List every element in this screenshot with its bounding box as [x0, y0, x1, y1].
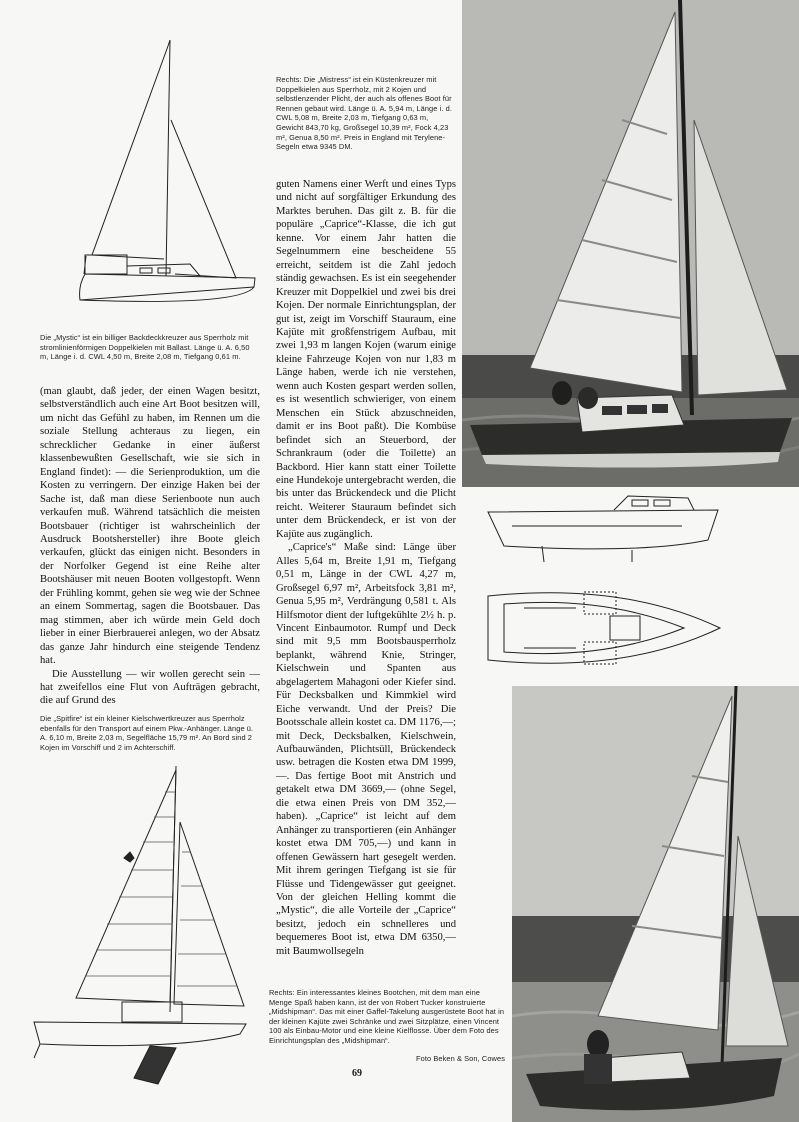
- caprice-profile-drawing: [482, 490, 722, 570]
- paragraph: guten Namens einer Werft und eines Typs und nicht auf sorgfältiger Erkundung des Marktes beruhen. Das gilt z. B. für die populäre „Caprice“-Klasse, die ich gut kenne. Vor einem Jahr hatten die Segelnummern eine bescheidene 55 erreicht, seitdem ist die Zahl jedoch ständig gewachsen. Es ist ein seegehender Kreuzer mit Doppelkiel und zwei bis drei Kojen. Der normale Einrichtungsplan, der gut ist, zeigt im Vorschiff Stauraum, eine Kajüte mit großfenstrigem Aufbau, mit zwei 1,93 m langen Kojen (warum einige kleine Fahrzeuge Kojen von nur 1,83 m Länge haben, werde ich nie verstehen, wenn auch Kosten gespart werden sollen, es ist wesentlich schwieriger, von einem Menschen ein Stück abzuschneiden, damit er ins Boot paßt). Die Kombüse befindet sich an Steuerbord, der Schrankraum (oder die Toilette) an Backbord. Hier kann statt einer Toilette eine Hundekoje untergebracht werden, die bis unter das Brückendeck und die Plicht reicht. Weiterer Stauraum befindet sich unter dem Brückendeck, er ist von der Kajüte aus zugänglich.: [276, 179, 456, 540]
- photo-credit: Foto Beken & Son, Cowes: [416, 1054, 505, 1063]
- caprice-deck-plan-drawing: [484, 578, 724, 678]
- mistress-caption: Rechts: Die „Mistress“ ist ein Küstenkreuzer mit Doppelkielen aus Sperrholz, mit 2 Kojen und selbstlenzender Plicht, der auch als offenes Boot für Rennen gebaut wird. Länge ü. A. 5,94 m, Länge i. d. CWL 5,08 m, Breite 2,03 m, Tiefgang 0,63 m, Gewicht 843,70 kg, Großsegel 10,39 m², Fock 4,23 m², Genua 8,50 m². Preis in England mit Terylene-Segeln etwa 9345 DM.: [276, 75, 453, 152]
- paragraph: Die Ausstellung — wir wollen gerecht sein — hat zweifellos eine Flut von Aufträgen gebracht, die auf Grund des: [40, 668, 260, 707]
- spitfire-drawing: [30, 762, 255, 1092]
- paragraph: „Caprice's“ Maße sind: Länge über Alles 5,64 m, Breite 1,91 m, Tiefgang 0,51 m, Länge in der CWL 4,27 m, Großsegel 6,97 m², Arbeitsfock 3,81 m², Genua 5,95 m², Verdrängung 0,581 t. Als Hilfsmotor dient der luftgekühlte 2½ h. p. Vincent Einbaumotor. Rumpf und Deck sind mit 9,5 mm Bootsbausperrholz beplankt, während Knie, Stringer, Kielschwein und Spanten aus abgelagertem Mahagoni oder Kiefer sind. Für Decksbalken und Kimmkiel wird Eiche verwandt. Und der Preis? Die Bootsschale allein kostet ca. DM 1176,—; mit Deck, Decksbalken, Kielschwein, Aufbauwänden, Plichtsüll, Brückendeck usw. betragen die Kosten etwa DM 1999,—. Das fertige Boot mit Anstrich und getakelt etwa DM 3669,— (ohne Segel, die etwa einen Preis von DM 352,— haben). „Caprice“ ist leicht auf dem Anhänger zu transportieren (ein Anhänger kostet etwa DM 705,—) und kann in offenen Gewässern hart gesegelt werden. Mit ihrem geringen Tiefgang ist sie für Flüsse und Tidengewässer gut geeignet. Von der gleichen Helling kommt die „Mystic“, die alle Vorteile der „Caprice“ besitzt, jedoch ein schnelleres und bequemeres Boot ist, etwa DM 6350,— mit Baumwollsegeln: [276, 542, 456, 957]
- mystic-drawing: [40, 38, 265, 318]
- page-number: 69: [352, 1068, 362, 1079]
- mistress-photo: [462, 0, 799, 487]
- column-left: [40, 385, 260, 708]
- midshipman-photo: [512, 686, 799, 1122]
- midshipman-caption: Rechts: Ein interessantes kleines Bootchen, mit dem man eine Menge Spaß haben kann, ist der von Robert Tucker konstruierte „Midshipman“. Das mit einer Gaffel-Takelung ausgerüstete Boot hat in der kleinen Kajüte zwei Schränke und zwei Sitzplätze, einen Vincent 100 als Einbau-Motor und eine kleine Kielflosse. Über dem Foto des Einrichtungsplan des „Midshipman“.: [269, 988, 505, 1045]
- column-middle: [276, 178, 456, 958]
- spitfire-caption: Die „Spitfire“ ist ein kleiner Kielschwertkreuzer aus Sperrholz ebenfalls für den Transport auf einem Pkw.-Anhänger. Länge ü. A. 6,10 m, Breite 2,03 m, Segelfläche 15,79 m². An Bord sind 2 Kojen im Vorschiff und 2 im Achterschiff.: [40, 714, 254, 752]
- mystic-caption: Die „Mystic“ ist ein billiger Backdeckkreuzer aus Sperrholz mit stromlinienförmigen Doppelkielen mit Ballast. Länge ü. A. 6,50 m, Länge i. d. CWL 4,50 m, Breite 2,08 m, Tiefgang 0,61 m.: [40, 333, 250, 362]
- paragraph: (man glaubt, daß jeder, der einen Wagen besitzt, selbstverständlich auch eine Art Boot besitzen will, um nicht das Gefühl zu haben, im Rennen um die soziale Stellung achteraus zu liegen, ein schrecklicher Gedanke in einer äußerst klassenbewußten Gesellschaft, wie sie sich in England findet): — die Serienproduktion, um die Kosten zu verringern. Der einzige Haken bei der Sache ist, daß man diese Serienboote nun auch verkaufen muß. Während tatsächlich die meisten Bootsbauer (richtiger ist wahrscheinlich der Ausdruck Bootshersteller) ihre Boote gleich verkaufen, glückt das einigen nicht. Besonders in der Norfolker Gegend ist eine Reihe alter Bootshäuser mit neuen Booten vollgestopft. Wenn der Frühling kommt, gehen sie weg wie der Schnee an einem Sommertag, sagen die Bootsbauer. Das mag stimmen, aber ich würde mein Geld doch lieber in einer Bierbrauerei anlegen, wo der Absatz das ganze Jahr hindurch eine steigende Tendenz hat.: [40, 386, 260, 667]
